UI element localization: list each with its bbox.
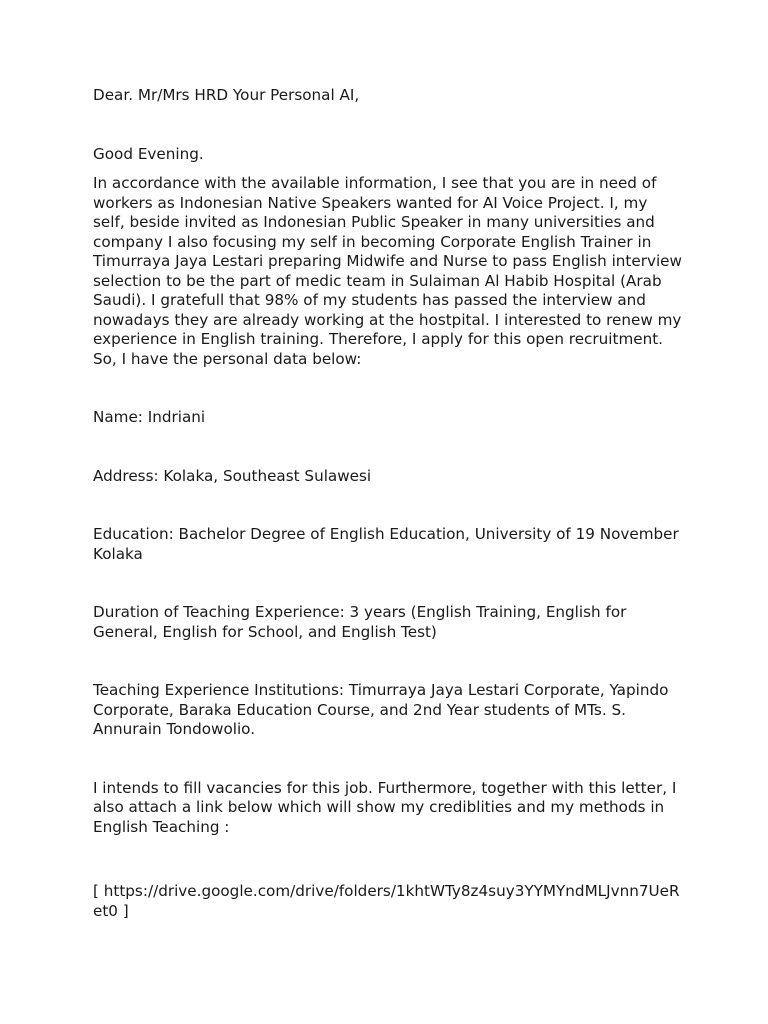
personal-education: Education: Bachelor Degree of English Education, University of 19 November Kolaka <box>93 525 679 563</box>
personal-name: Name: Indriani <box>93 408 206 426</box>
letter-closing-paragraph: I intends to fill vacancies for this job. Furthermore, together with this letter, I also attach a link below which will show my crediblities and my methods in English Teaching : <box>93 778 677 836</box>
letter-intro-paragraph: In accordance with the available information, I see that you are in need of workers as Indonesian Native Speakers wanted for AI Voice Project. I, my self, beside invited as Indonesian Public Speaker in many universities and company I also focusing my self in becoming Corporate English Trainer in Timurraya Jaya Lestari preparing Midwife and Nurse to pass English interview selection to be the part of medic team in Sulaiman Al Habib Hospital (Arab Saudi). I gratefull that 98% of my students has passed the interview and nowadays they are already working at the hostpital. I interested to renew my experience in English training. Therefore, I apply for this open recruitment. So, I have the personal data below: <box>93 174 682 368</box>
letter-greeting: Dear. Mr/Mrs HRD Your Personal AI, <box>93 86 360 104</box>
teaching-duration: Duration of Teaching Experience: 3 years (English Training, English for General, English for School, and English Test) <box>93 603 627 641</box>
teaching-institutions: Teaching Experience Institutions: Timurraya Jaya Lestari Corporate, Yapindo Corporate, Baraka Education Course, and 2nd Year students of MTs. S. Annurain Tondowolio. <box>93 681 669 738</box>
portfolio-link[interactable]: [ https://drive.google.com/drive/folders/1khtWTy8z4suy3YYMYndMLJvnn7UeRet0 ] <box>93 882 680 920</box>
letter-salutation: Good Evening. <box>93 144 204 163</box>
personal-address: Address: Kolaka, Southeast Sulawesi <box>93 466 372 485</box>
letter-body <box>93 86 683 921</box>
